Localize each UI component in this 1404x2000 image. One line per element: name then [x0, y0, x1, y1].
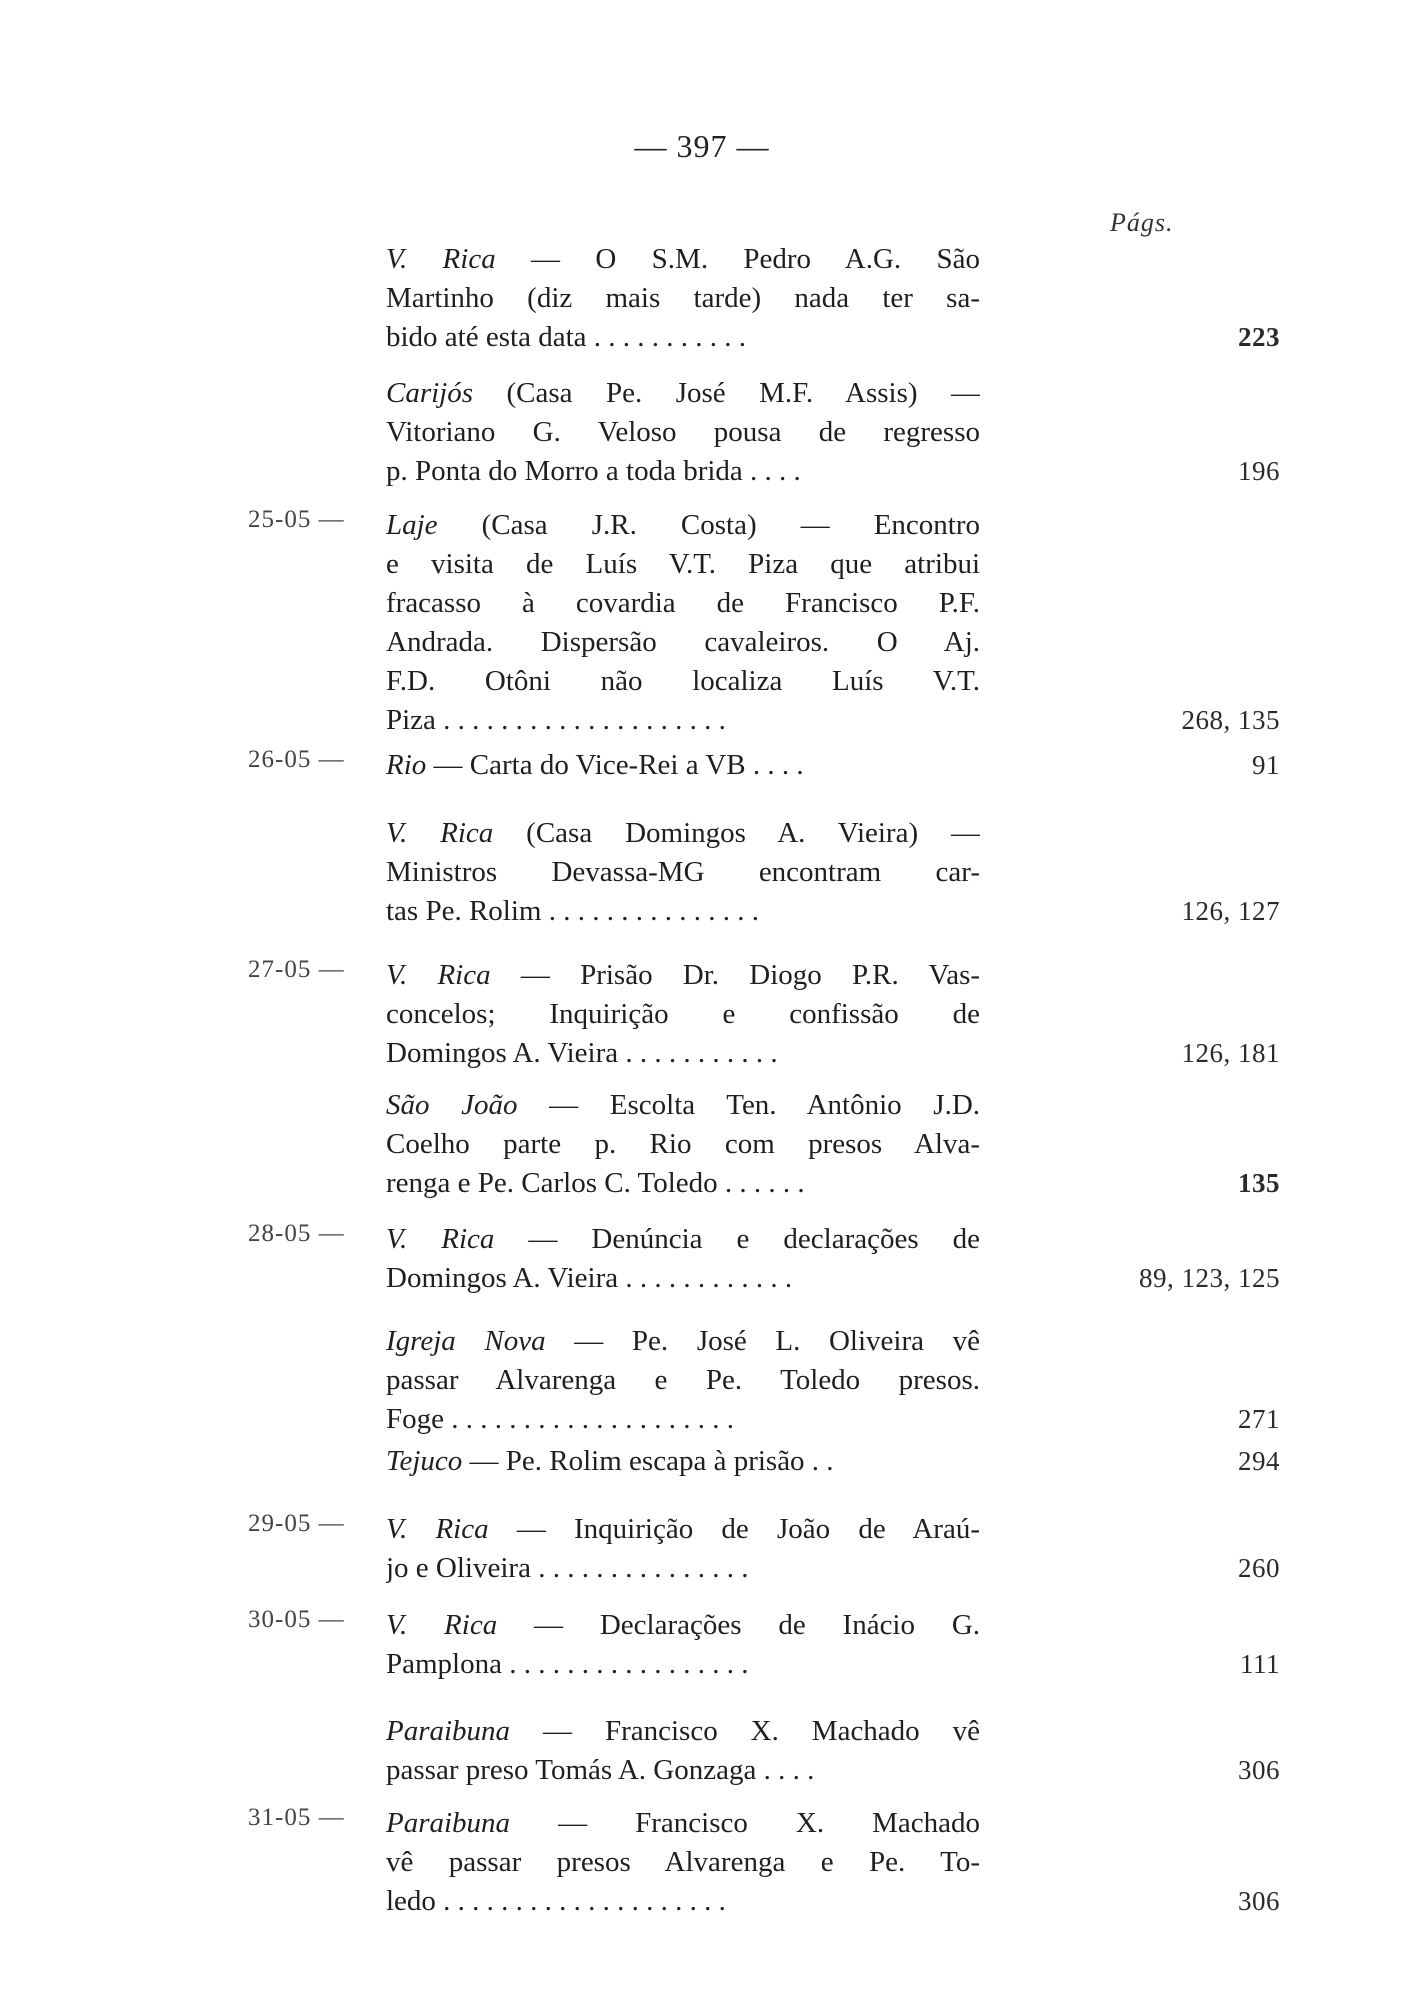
entry-line-text: F.D. Otôni não localiza Luís V.T.	[386, 665, 980, 697]
entry-line-text: passar Alvarenga e Pe. Toledo presos.	[386, 1364, 980, 1396]
entry-line-text: — Francisco X. Machado	[558, 1807, 980, 1839]
page-number: — 397 —	[634, 128, 770, 164]
entry-page-refs: 294	[1238, 1446, 1280, 1476]
entry-line	[386, 1086, 980, 1125]
entry-page-refs: 135	[1238, 1168, 1280, 1198]
entry-line	[386, 746, 980, 785]
entry-text	[386, 1804, 980, 1921]
entry-line	[386, 374, 980, 413]
entry-date: 26-05 —	[248, 746, 345, 773]
entry-page-refs: 271	[1238, 1404, 1280, 1434]
entry-place: Paraibuna	[386, 1715, 511, 1747]
entry-line-text: Vitoriano G. Veloso pousa de regresso	[386, 416, 980, 448]
entry-text	[386, 506, 980, 740]
entry-line-text: ledo . . . . . . . . . . . . . . . . . . . .	[386, 1885, 726, 1917]
entry-line-text: — Escolta Ten. Antônio J.D.	[549, 1089, 980, 1121]
entry-line-text: — Carta do Vice-Rei a VB . . . .	[433, 749, 804, 781]
entry-line	[386, 995, 980, 1034]
entry-date: 29-05 —	[248, 1510, 345, 1537]
entry-line-text: bido até esta data . . . . . . . . . . .	[386, 321, 746, 353]
entry-place: V. Rica	[386, 1513, 489, 1545]
entry-date: 28-05 —	[248, 1220, 345, 1247]
pages-column-header: Págs.	[1110, 208, 1174, 237]
entry-text	[386, 1086, 980, 1203]
entry-line	[386, 545, 980, 584]
entry-line	[386, 701, 980, 740]
entry-page-refs: 126, 181	[1181, 1038, 1280, 1068]
entry-date: 27-05 —	[248, 956, 345, 983]
entry-place: V. Rica	[386, 959, 491, 991]
entry-line-text: concelos; Inquirição e confissão de	[386, 998, 980, 1030]
entry-line	[386, 1751, 980, 1790]
entry-line-text: Coelho parte p. Rio com presos Alva-	[386, 1128, 980, 1160]
entry-text	[386, 746, 980, 785]
entry-line-text: — Francisco X. Machado vê	[543, 1715, 980, 1747]
entry-line-text: Piza . . . . . . . . . . . . . . . . . . . .	[386, 704, 726, 736]
entry-line-text: — Inquirição de João de Araú-	[516, 1513, 980, 1545]
entry-text	[386, 1322, 980, 1439]
entry-line-text: (Casa Pe. José M.F. Assis) —	[506, 377, 980, 409]
entry-place: V. Rica	[386, 1609, 498, 1641]
entry-line	[386, 318, 980, 357]
entry-line	[386, 1322, 980, 1361]
entry-line	[386, 853, 980, 892]
entry-line	[386, 1361, 980, 1400]
entry-text	[386, 240, 980, 357]
entry-line-text: Foge . . . . . . . . . . . . . . . . . . . .	[386, 1403, 734, 1435]
entry-place: São João	[386, 1089, 518, 1121]
entry-line	[386, 1804, 980, 1843]
entry-place: Tejuco	[386, 1445, 463, 1477]
entry-page-refs: 306	[1238, 1755, 1280, 1785]
entry-line-text: — Prisão Dr. Diogo P.R. Vas-	[520, 959, 980, 991]
entry-line-text: (Casa J.R. Costa) — Encontro	[481, 509, 980, 541]
entry-place: V. Rica	[386, 817, 494, 849]
entry-page-refs: 306	[1238, 1886, 1280, 1916]
entry-line-text: Andrada. Dispersão cavaleiros. O Aj.	[386, 626, 980, 658]
entry-page-refs: 89, 123, 125	[1139, 1263, 1280, 1293]
entry-line	[386, 1843, 980, 1882]
entry-line	[386, 1549, 980, 1588]
entry-text	[386, 374, 980, 491]
entry-line-text: — Denúncia e declarações de	[528, 1223, 980, 1255]
entry-line	[386, 1400, 980, 1439]
entry-place: V. Rica	[386, 1223, 495, 1255]
entry-line	[386, 1125, 980, 1164]
entry-line-text: jo e Oliveira . . . . . . . . . . . . . . .	[386, 1552, 749, 1584]
entry-line	[386, 814, 980, 853]
entry-line	[386, 1164, 980, 1203]
entry-line	[386, 1882, 980, 1921]
entry-text	[386, 1510, 980, 1588]
entry-line-text: Domingos A. Vieira . . . . . . . . . . . .	[386, 1262, 793, 1294]
entry-place: V. Rica	[386, 243, 496, 275]
entry-place: Laje	[386, 509, 438, 541]
entry-line-text: — O S.M. Pedro A.G. São	[531, 243, 980, 275]
entry-line	[386, 452, 980, 491]
entry-line	[386, 1645, 980, 1684]
entry-line-text: Martinho (diz mais tarde) nada ter sa-	[386, 282, 980, 314]
entry-page-refs: 196	[1238, 456, 1280, 486]
entry-text	[386, 1712, 980, 1790]
entry-line	[386, 956, 980, 995]
entry-page-refs: 126, 127	[1181, 896, 1280, 926]
entry-line-text: — Declarações de Inácio G.	[534, 1609, 980, 1641]
entry-page-refs: 260	[1238, 1553, 1280, 1583]
entry-line-text: p. Ponta do Morro a toda brida . . . .	[386, 455, 801, 487]
entry-page-refs: 91	[1252, 750, 1280, 780]
entry-line	[386, 413, 980, 452]
entry-page-refs: 111	[1240, 1649, 1280, 1679]
entry-line	[386, 1712, 980, 1751]
entry-text	[386, 1442, 980, 1481]
entry-line	[386, 1220, 980, 1259]
entry-line	[386, 1034, 980, 1073]
entry-line	[386, 1259, 980, 1298]
entry-line	[386, 892, 980, 931]
entry-text	[386, 814, 980, 931]
entry-place: Rio	[386, 749, 427, 781]
entry-line	[386, 623, 980, 662]
entry-text	[386, 1220, 980, 1298]
entry-date: 25-05 —	[248, 506, 345, 533]
entry-page-refs: 268, 135	[1181, 705, 1280, 735]
entry-line	[386, 1510, 980, 1549]
entry-date: 30-05 —	[248, 1606, 345, 1633]
entry-line-text: e visita de Luís V.T. Piza que atribui	[386, 548, 980, 580]
entry-line	[386, 1442, 980, 1481]
entry-line-text: vê passar presos Alvarenga e Pe. To-	[386, 1846, 980, 1878]
entry-line-text: Ministros Devassa-MG encontram car-	[386, 856, 980, 888]
entry-line-text: Pamplona . . . . . . . . . . . . . . . . .	[386, 1648, 749, 1680]
entry-line-text: tas Pe. Rolim . . . . . . . . . . . . . . .	[386, 895, 759, 927]
entry-line-text: — Pe. José L. Oliveira vê	[574, 1325, 980, 1357]
entry-line	[386, 506, 980, 545]
entry-line	[386, 584, 980, 623]
entry-line-text: Domingos A. Vieira . . . . . . . . . . .	[386, 1037, 778, 1069]
entry-line	[386, 1606, 980, 1645]
entry-line	[386, 279, 980, 318]
entry-line-text: — Pe. Rolim escapa à prisão . .	[469, 1445, 834, 1477]
entry-place: Carijós	[386, 377, 474, 409]
entry-place: Paraibuna	[386, 1807, 511, 1839]
entry-date: 31-05 —	[248, 1804, 345, 1831]
entry-line-text: (Casa Domingos A. Vieira) —	[526, 817, 980, 849]
entry-page-refs: 223	[1238, 322, 1280, 352]
entry-text	[386, 1606, 980, 1684]
entry-place: Igreja Nova	[386, 1325, 546, 1357]
entry-line	[386, 662, 980, 701]
entry-line	[386, 240, 980, 279]
entry-text	[386, 956, 980, 1073]
entry-line-text: renga e Pe. Carlos C. Toledo . . . . . .	[386, 1167, 805, 1199]
entry-line-text: fracasso à covardia de Francisco P.F.	[386, 587, 980, 619]
entry-line-text: passar preso Tomás A. Gonzaga . . . .	[386, 1754, 815, 1786]
